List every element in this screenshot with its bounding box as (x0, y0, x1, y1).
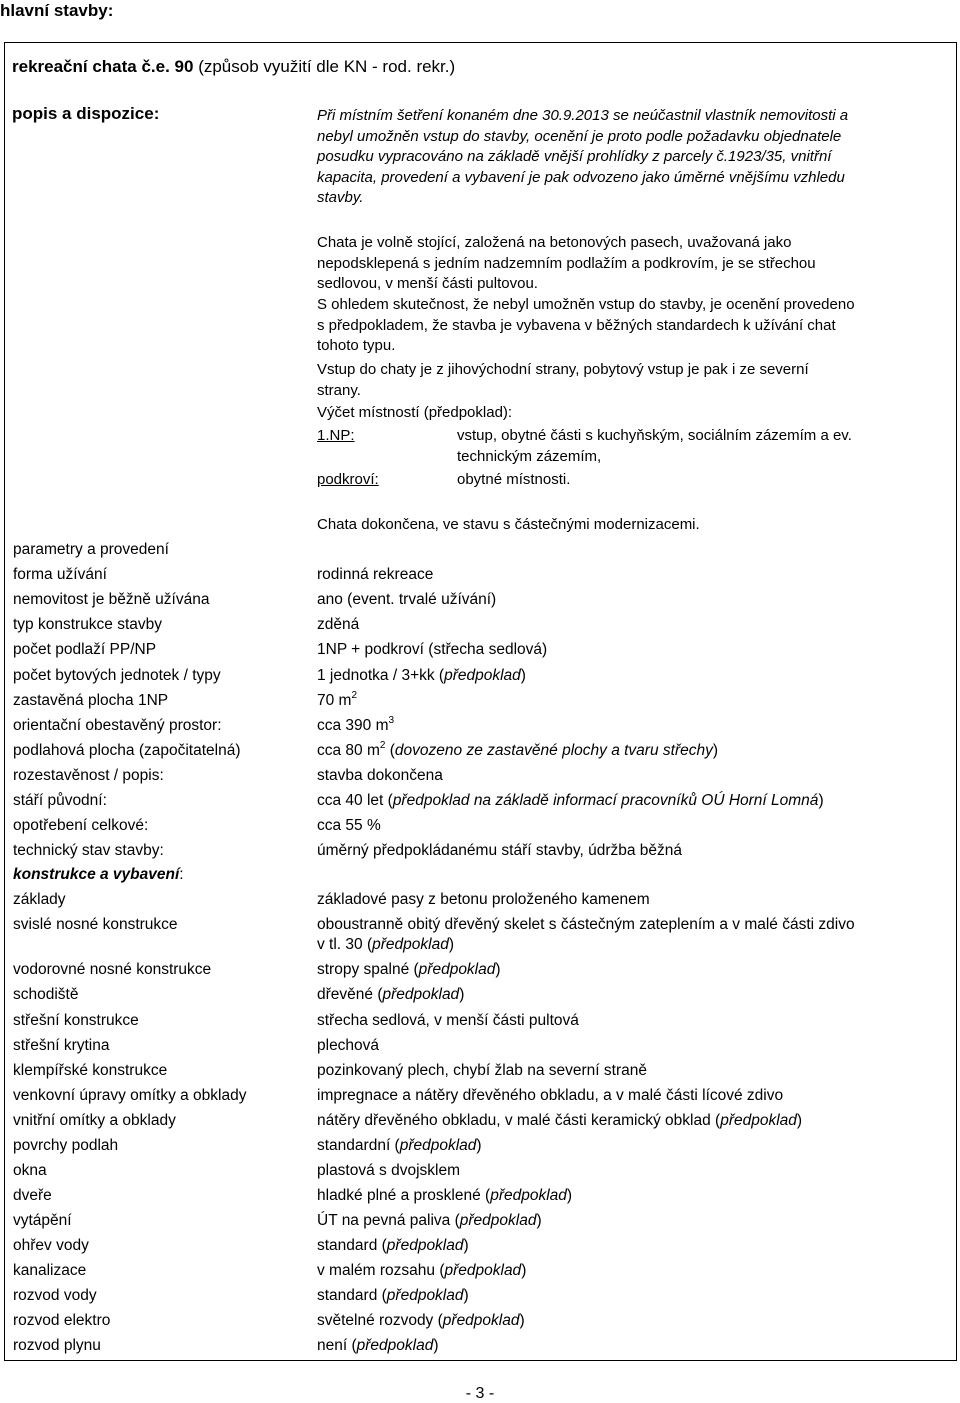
value-end: ) (712, 742, 719, 759)
building-usage-name: rekreační chata č.e. 90 (12, 57, 194, 76)
construction-row (0, 1087, 960, 1112)
param-value (317, 742, 718, 760)
value-text: standard ( (317, 1237, 387, 1254)
value-end: ) (521, 1262, 527, 1279)
rooms-title: Výčet místností (předpoklad): (317, 404, 513, 421)
construction-row (0, 961, 960, 986)
building-usage (12, 57, 455, 77)
completion-note: Chata dokončena, ve stavu s částečnými modernizacemi. (317, 516, 700, 533)
construction-row (0, 986, 960, 1011)
value-text: standardní ( (317, 1137, 400, 1154)
param-label: stáří původní: (13, 792, 107, 809)
text-line: nebyl umožněn vstup do stavby, ocenění je proto podle požadavku objednatele (317, 127, 842, 145)
value-text: ÚT na pevná paliva ( (317, 1212, 460, 1229)
value-end: ) (459, 986, 465, 1003)
construction-label: svislé nosné konstrukce (13, 916, 178, 933)
text-line: nepodsklepená s jedním nadzemním podlažím a podkrovím, je se střechou (317, 254, 816, 272)
value-text: stropy spalné ( (317, 961, 419, 978)
param-row (0, 767, 960, 792)
text-line: Chata je volně stojící, založená na betonových pasech, uvažovaná jako (317, 234, 792, 251)
param-row (0, 566, 960, 591)
attic-value: obytné místnosti. (457, 471, 571, 488)
param-row (0, 792, 960, 817)
construction-row (0, 1312, 960, 1337)
value-text: není ( (317, 1337, 357, 1354)
construction-label: vnitřní omítky a obklady (13, 1112, 176, 1129)
text-line: Vstup do chaty je z jihovýchodní strany, pobytový vstup je pak i ze severní (317, 361, 809, 378)
construction-row (0, 891, 960, 916)
construction-value: oboustranně obitý dřevěný skelet s částečným zateplením a v malé části zdivo (317, 916, 855, 933)
param-value (317, 692, 357, 710)
construction-title-colon: : (179, 866, 184, 883)
text-line: technickým zázemím, (457, 447, 602, 465)
construction-row (0, 1287, 960, 1312)
value-italic: předpoklad na základě informací pracovníků OÚ Horní Lomná (392, 792, 819, 809)
param-label: nemovitost je běžně užívána (13, 591, 210, 608)
param-value (317, 717, 394, 735)
disposition-label: popis a dispozice: (12, 104, 160, 123)
text-line: posudku vypracováno na základě vnější prohlídky z parcely č.1923/35, vnitřní (317, 148, 832, 165)
value-italic: předpoklad (490, 1187, 567, 1204)
param-value: ano (event. trvalé užívání) (317, 591, 497, 608)
value-text: světelné rozvody ( (317, 1312, 443, 1329)
construction-row (0, 1012, 960, 1037)
value-italic: předpoklad (356, 1337, 434, 1354)
param-value: úměrný předpokládanému stáří stavby, údržba běžná (317, 842, 683, 859)
construction-value-line2 (317, 936, 454, 954)
value-italic: předpoklad (720, 1112, 797, 1129)
value-sup: 2 (379, 740, 386, 751)
construction-label: okna (13, 1162, 47, 1179)
construction-value: pozinkovaný plech, chybí žlab na severní straně (317, 1062, 647, 1079)
value-italic: předpoklad (386, 1287, 464, 1304)
np-label: 1.NP: (317, 427, 355, 444)
value-text: v malém rozsahu ( (317, 1262, 445, 1279)
value-italic: předpoklad (444, 667, 521, 684)
value-end: ) (536, 1212, 542, 1229)
section-heading: hlavní stavby: (0, 1, 114, 20)
param-label: opotřebení celkové: (13, 817, 149, 834)
construction-row (0, 1112, 960, 1137)
value-italic: předpoklad (444, 1262, 522, 1279)
param-row (0, 717, 960, 742)
description-paragraph (317, 233, 816, 295)
construction-value (317, 986, 464, 1004)
construction-value: základové pasy z betonu proloženého kamenem (317, 891, 650, 908)
param-label: orientační obestavěný prostor: (13, 717, 222, 734)
param-value: rodinná rekreace (317, 566, 434, 583)
construction-row (0, 1212, 960, 1237)
construction-label: venkovní úpravy omítky a obklady (13, 1087, 247, 1104)
param-value (317, 667, 526, 685)
construction-row (0, 1262, 960, 1287)
value-italic: předpoklad (372, 936, 449, 953)
construction-label: vodorovné nosné konstrukce (13, 961, 212, 978)
value-end: ) (495, 961, 501, 978)
construction-label: rozvod plynu (13, 1337, 101, 1354)
np-value (457, 426, 852, 467)
value-italic: předpoklad (442, 1312, 520, 1329)
param-label: typ konstrukce stavby (13, 616, 163, 633)
construction-value (317, 1287, 469, 1305)
construction-label: základy (13, 891, 66, 908)
construction-value (317, 1187, 572, 1205)
construction-value (317, 1337, 439, 1355)
construction-label: dveře (13, 1187, 52, 1204)
construction-title (13, 866, 184, 884)
param-row (0, 842, 960, 867)
param-row (0, 742, 960, 767)
param-label: rozestavěnost / popis: (13, 767, 164, 784)
construction-row (0, 1037, 960, 1062)
value-text: standard ( (317, 1287, 387, 1304)
construction-label: kanalizace (13, 1262, 87, 1279)
text-line: Při místním šetření konaném dne 30.9.2013 se neúčastnil vlastník nemovitosti a (317, 107, 849, 124)
param-label: počet bytových jednotek / typy (13, 667, 221, 684)
value-end: ) (796, 1112, 803, 1129)
construction-value (317, 1312, 525, 1330)
construction-value (317, 1112, 802, 1130)
value-text: dřevěné ( (317, 986, 383, 1003)
construction-row (0, 1337, 960, 1362)
param-value: cca 55 % (317, 817, 381, 834)
construction-value (317, 1237, 469, 1255)
param-label: počet podlaží PP/NP (13, 641, 157, 658)
value-text: cca 40 let ( (317, 792, 393, 809)
construction-title-text: konstrukce a vybavení (13, 866, 180, 883)
text-line: kapacita, provedení a vybavení je pak odvozeno jako úměrné vnějšímu vzhledu (317, 168, 845, 186)
construction-label: rozvod elektro (13, 1312, 111, 1329)
params-title: parametry a provedení (13, 541, 169, 558)
value-end: ) (433, 1337, 439, 1354)
construction-row (0, 1162, 960, 1187)
text-line: s předpokladem, že stavba je vybavena v běžných standardech k užívání chat (317, 316, 836, 334)
param-row (0, 616, 960, 641)
value-italic: předpoklad (382, 986, 460, 1003)
page-number: - 3 - (465, 1385, 495, 1402)
text-line: stavby. (317, 189, 364, 206)
value-italic: dovozeno ze zastavěné plochy a tvaru střechy (394, 742, 713, 759)
param-value (317, 792, 824, 810)
construction-value (317, 1262, 526, 1280)
entrance-paragraph (317, 360, 809, 401)
construction-row (0, 1237, 960, 1262)
text-line: strany. (317, 381, 361, 399)
attic-label: podkroví: (317, 471, 379, 488)
param-label: podlahová plocha (započitatelná) (13, 742, 241, 759)
param-row (0, 817, 960, 842)
value-end: ) (463, 1287, 469, 1304)
param-label: zastavěná plocha 1NP (13, 692, 169, 709)
value-text: 1 jednotka / 3+kk ( (317, 667, 445, 684)
value-end: ) (520, 667, 526, 684)
param-row (0, 591, 960, 616)
value-italic: předpoklad (418, 961, 496, 978)
value-end: ) (463, 1237, 469, 1254)
construction-row (0, 916, 960, 961)
construction-label: rozvod vody (13, 1287, 97, 1304)
param-value: zděná (317, 616, 360, 633)
param-label: technický stav stavby: (13, 842, 164, 859)
value-sup: 3 (388, 715, 395, 726)
param-label: forma užívání (13, 566, 107, 583)
value-text: v tl. 30 ( (317, 936, 373, 953)
param-value: stavba dokončena (317, 767, 443, 784)
assumption-paragraph (317, 295, 855, 357)
text-line: vstup, obytné části s kuchyňským, sociálním zázemím a ev. (457, 427, 852, 444)
value-text: 70 m (317, 692, 352, 709)
construction-value (317, 1137, 482, 1155)
value-italic: předpoklad (386, 1237, 464, 1254)
construction-label: střešní konstrukce (13, 1012, 139, 1029)
value-italic: předpoklad (399, 1137, 477, 1154)
value-text: nátěry dřevěného obkladu, v malé části keramický obklad ( (317, 1112, 721, 1129)
value-text: cca 80 m (317, 742, 380, 759)
construction-label: vytápění (13, 1212, 72, 1229)
building-usage-note: (způsob využití dle KN - rod. rekr.) (193, 57, 456, 76)
value-end: ) (476, 1137, 482, 1154)
text-line: tohoto typu. (317, 337, 396, 354)
construction-value: střecha sedlová, v menší části pultová (317, 1012, 579, 1029)
value-italic: předpoklad (459, 1212, 537, 1229)
construction-value (317, 1212, 542, 1230)
construction-value: plechová (317, 1037, 380, 1054)
construction-label: ohřev vody (13, 1237, 89, 1254)
param-row (0, 641, 960, 666)
text-line: sedlovou, v menší části pultovou. (317, 275, 538, 292)
value-end: ) (566, 1187, 573, 1204)
value-sup: 2 (351, 690, 358, 701)
param-value: 1NP + podkroví (střecha sedlová) (317, 641, 548, 658)
construction-row (0, 1187, 960, 1212)
value-end: ) (519, 1312, 525, 1329)
param-row (0, 692, 960, 717)
value-text: hladké plné a prosklené ( (317, 1187, 491, 1204)
inspection-note (317, 106, 848, 209)
construction-label: povrchy podlah (13, 1137, 119, 1154)
construction-label: klempířské konstrukce (13, 1062, 168, 1079)
construction-row (0, 1062, 960, 1087)
value-post: ( (385, 742, 395, 759)
value-end: ) (448, 936, 455, 953)
value-end: ) (818, 792, 824, 809)
construction-label: schodiště (13, 986, 79, 1003)
value-text: cca 390 m (317, 717, 389, 734)
construction-value (317, 961, 501, 979)
construction-row (0, 1137, 960, 1162)
text-line: S ohledem skutečnost, že nebyl umožněn vstup do stavby, je ocenění provedeno (317, 296, 855, 313)
construction-label: střešní krytina (13, 1037, 110, 1054)
param-row (0, 667, 960, 692)
construction-value: plastová s dvojsklem (317, 1162, 461, 1179)
construction-value: impregnace a nátěry dřevěného obkladu, a v malé části lícové zdivo (317, 1087, 784, 1104)
